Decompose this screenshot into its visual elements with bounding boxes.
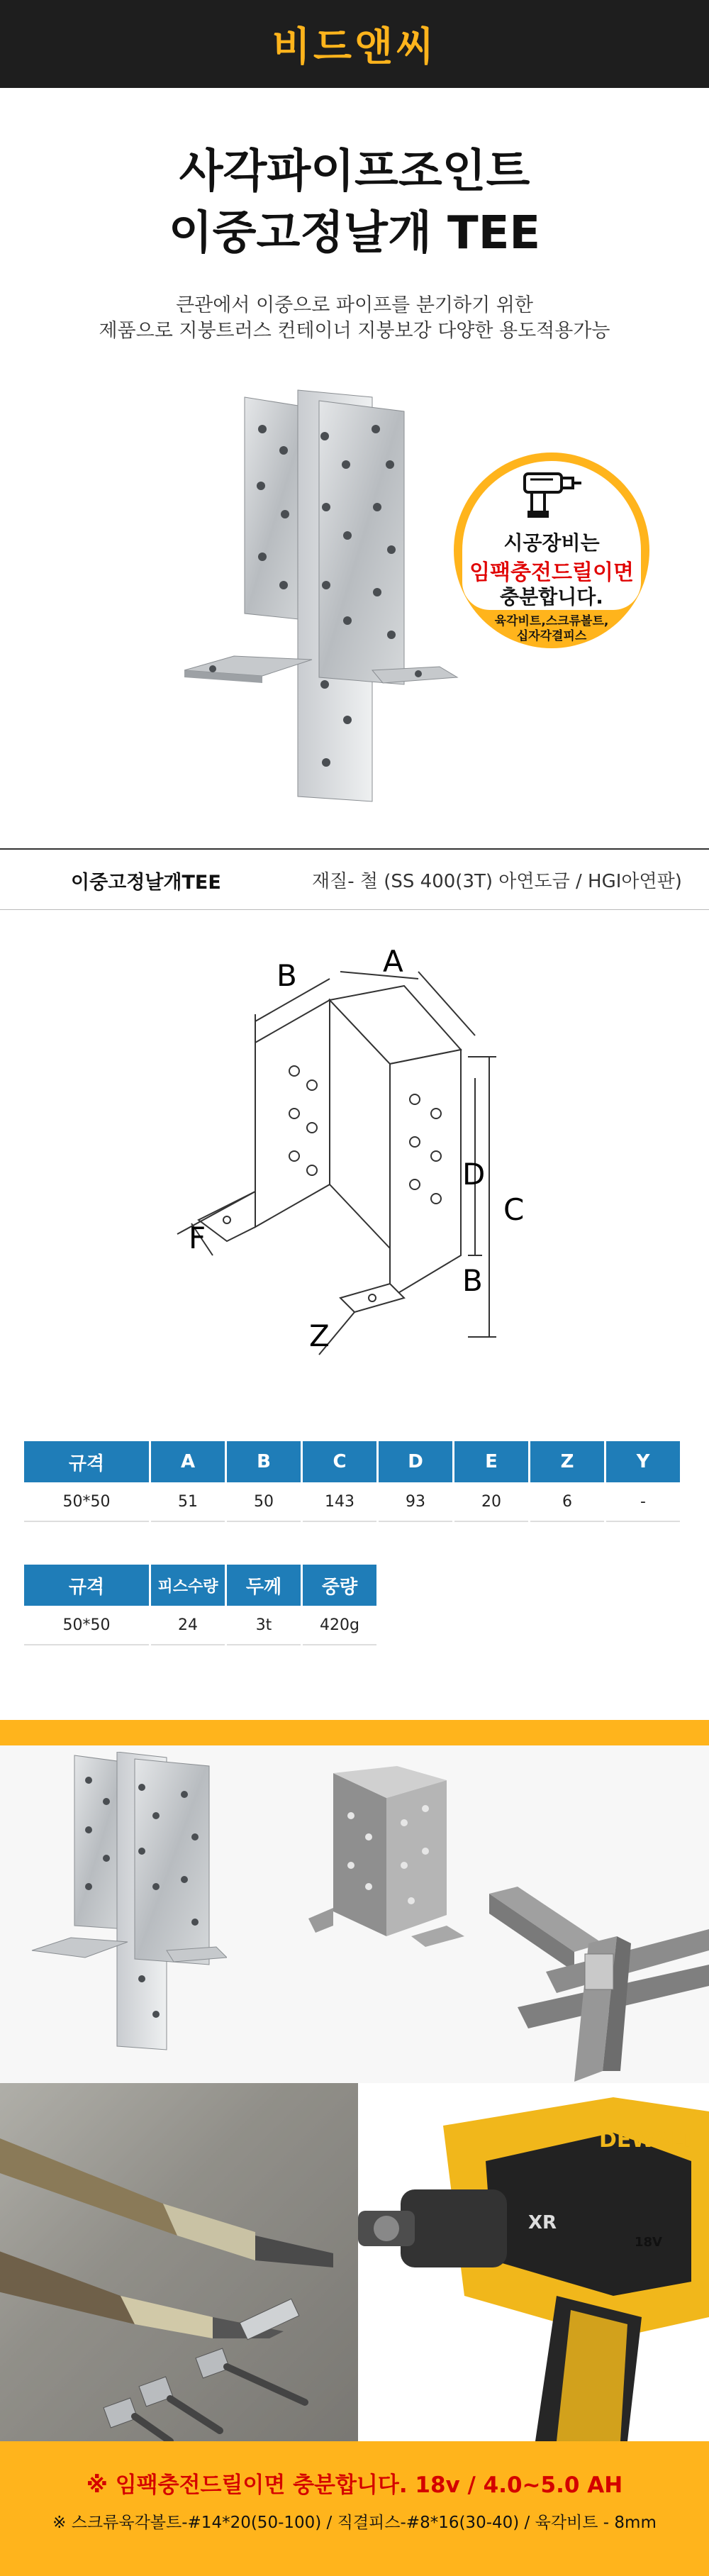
table2-header: 중량 bbox=[303, 1565, 376, 1606]
impact-drill-photo bbox=[358, 2083, 709, 2441]
dim-label-Z: Z bbox=[309, 1318, 330, 1353]
table1-cell: 20 bbox=[454, 1482, 528, 1522]
table1-header: E bbox=[454, 1441, 528, 1482]
product-view-photo bbox=[28, 1752, 227, 2057]
table1-cell: 50 bbox=[227, 1482, 301, 1522]
table2-header: 피스수량 bbox=[151, 1565, 225, 1606]
footer-spec: ※ 스크류육각볼트-#14*20(50-100) / 직결피스-#8*16(30-40) / 육각비트 - 8mm bbox=[52, 2514, 657, 2532]
spec-table-1 bbox=[24, 1441, 685, 1525]
table1-cell: 93 bbox=[379, 1482, 452, 1522]
dim-label-B: B bbox=[277, 958, 297, 993]
drill-icon bbox=[522, 470, 583, 519]
table1-cell: 51 bbox=[151, 1482, 225, 1522]
table1-header: Z bbox=[530, 1441, 604, 1482]
table2-cell: 3t bbox=[227, 1606, 301, 1645]
brand-logo: 비드앤씨 bbox=[272, 24, 437, 70]
table1-cell: 6 bbox=[530, 1482, 604, 1522]
badge-line4b: 십자각결피스 bbox=[516, 629, 587, 644]
badge-line4 bbox=[454, 614, 649, 645]
table2-header: 규격 bbox=[24, 1565, 149, 1606]
section-band bbox=[0, 1720, 709, 1745]
footer-band bbox=[0, 2441, 709, 2576]
footer-notice: ※ 임팩충전드릴이면 충분합니다. 18v / 4.0~5.0 AH bbox=[86, 2472, 623, 2498]
table1-cell: - bbox=[606, 1482, 680, 1522]
dim-label-A: A bbox=[383, 944, 403, 979]
spec-divider-top bbox=[0, 848, 709, 850]
dim-label-F: F bbox=[189, 1221, 206, 1255]
spec-divider-bottom bbox=[0, 909, 709, 910]
dimension-diagram bbox=[170, 943, 567, 1369]
truss-illustration bbox=[489, 1887, 709, 2085]
product-photo bbox=[177, 387, 475, 805]
dim-label-D: D bbox=[462, 1157, 486, 1192]
table1-header: A bbox=[151, 1441, 225, 1482]
spec-product-name: 이중고정날개TEE bbox=[71, 872, 221, 894]
table2-cell: 24 bbox=[151, 1606, 225, 1645]
table-row bbox=[24, 1482, 685, 1522]
product-view-3d bbox=[305, 1766, 468, 1979]
table2-cell: 420g bbox=[303, 1606, 376, 1645]
table1-header: 규격 bbox=[24, 1441, 149, 1482]
table1-header: D bbox=[379, 1441, 452, 1482]
product-desc-line2: 제품으로 지붕트러스 컨테이너 지붕보강 다양한 용도적용가능 bbox=[99, 320, 610, 342]
drill-brand-text: DEWALT bbox=[599, 2128, 695, 2153]
table1-header-row bbox=[24, 1441, 685, 1482]
table1-header: C bbox=[303, 1441, 376, 1482]
table1-cell: 50*50 bbox=[24, 1482, 149, 1522]
badge-line4a: 육각비트,스크류볼트, bbox=[494, 614, 609, 628]
product-title-line1: 사각파이프조인트 bbox=[179, 145, 530, 198]
product-desc-line1: 큰관에서 이중으로 파이프를 분기하기 위한 bbox=[176, 294, 533, 316]
screws-photo bbox=[0, 2083, 358, 2441]
table-row bbox=[24, 1606, 379, 1645]
table2-header-row bbox=[24, 1565, 379, 1606]
table2-cell: 50*50 bbox=[24, 1606, 149, 1645]
spec-table-2 bbox=[24, 1565, 379, 1648]
product-title-line2: 이중고정날개 TEE bbox=[168, 207, 541, 260]
table1-header: B bbox=[227, 1441, 301, 1482]
spec-material: 재질- 철 (SS 400(3T) 아연도금 / HGI아연판) bbox=[312, 871, 682, 892]
badge-line2: 임팩충전드릴이면 bbox=[469, 560, 634, 585]
badge-line1: 시공장비는 bbox=[503, 531, 600, 555]
drill-voltage-text: 18V bbox=[635, 2235, 662, 2250]
table1-header: Y bbox=[606, 1441, 680, 1482]
table2-header: 두께 bbox=[227, 1565, 301, 1606]
dim-label-C: C bbox=[503, 1192, 525, 1227]
dim-label-B2: B bbox=[462, 1263, 483, 1298]
badge-line3: 충분합니다. bbox=[500, 585, 603, 609]
table1-cell: 143 bbox=[303, 1482, 376, 1522]
drill-model-text: XR bbox=[528, 2212, 557, 2233]
